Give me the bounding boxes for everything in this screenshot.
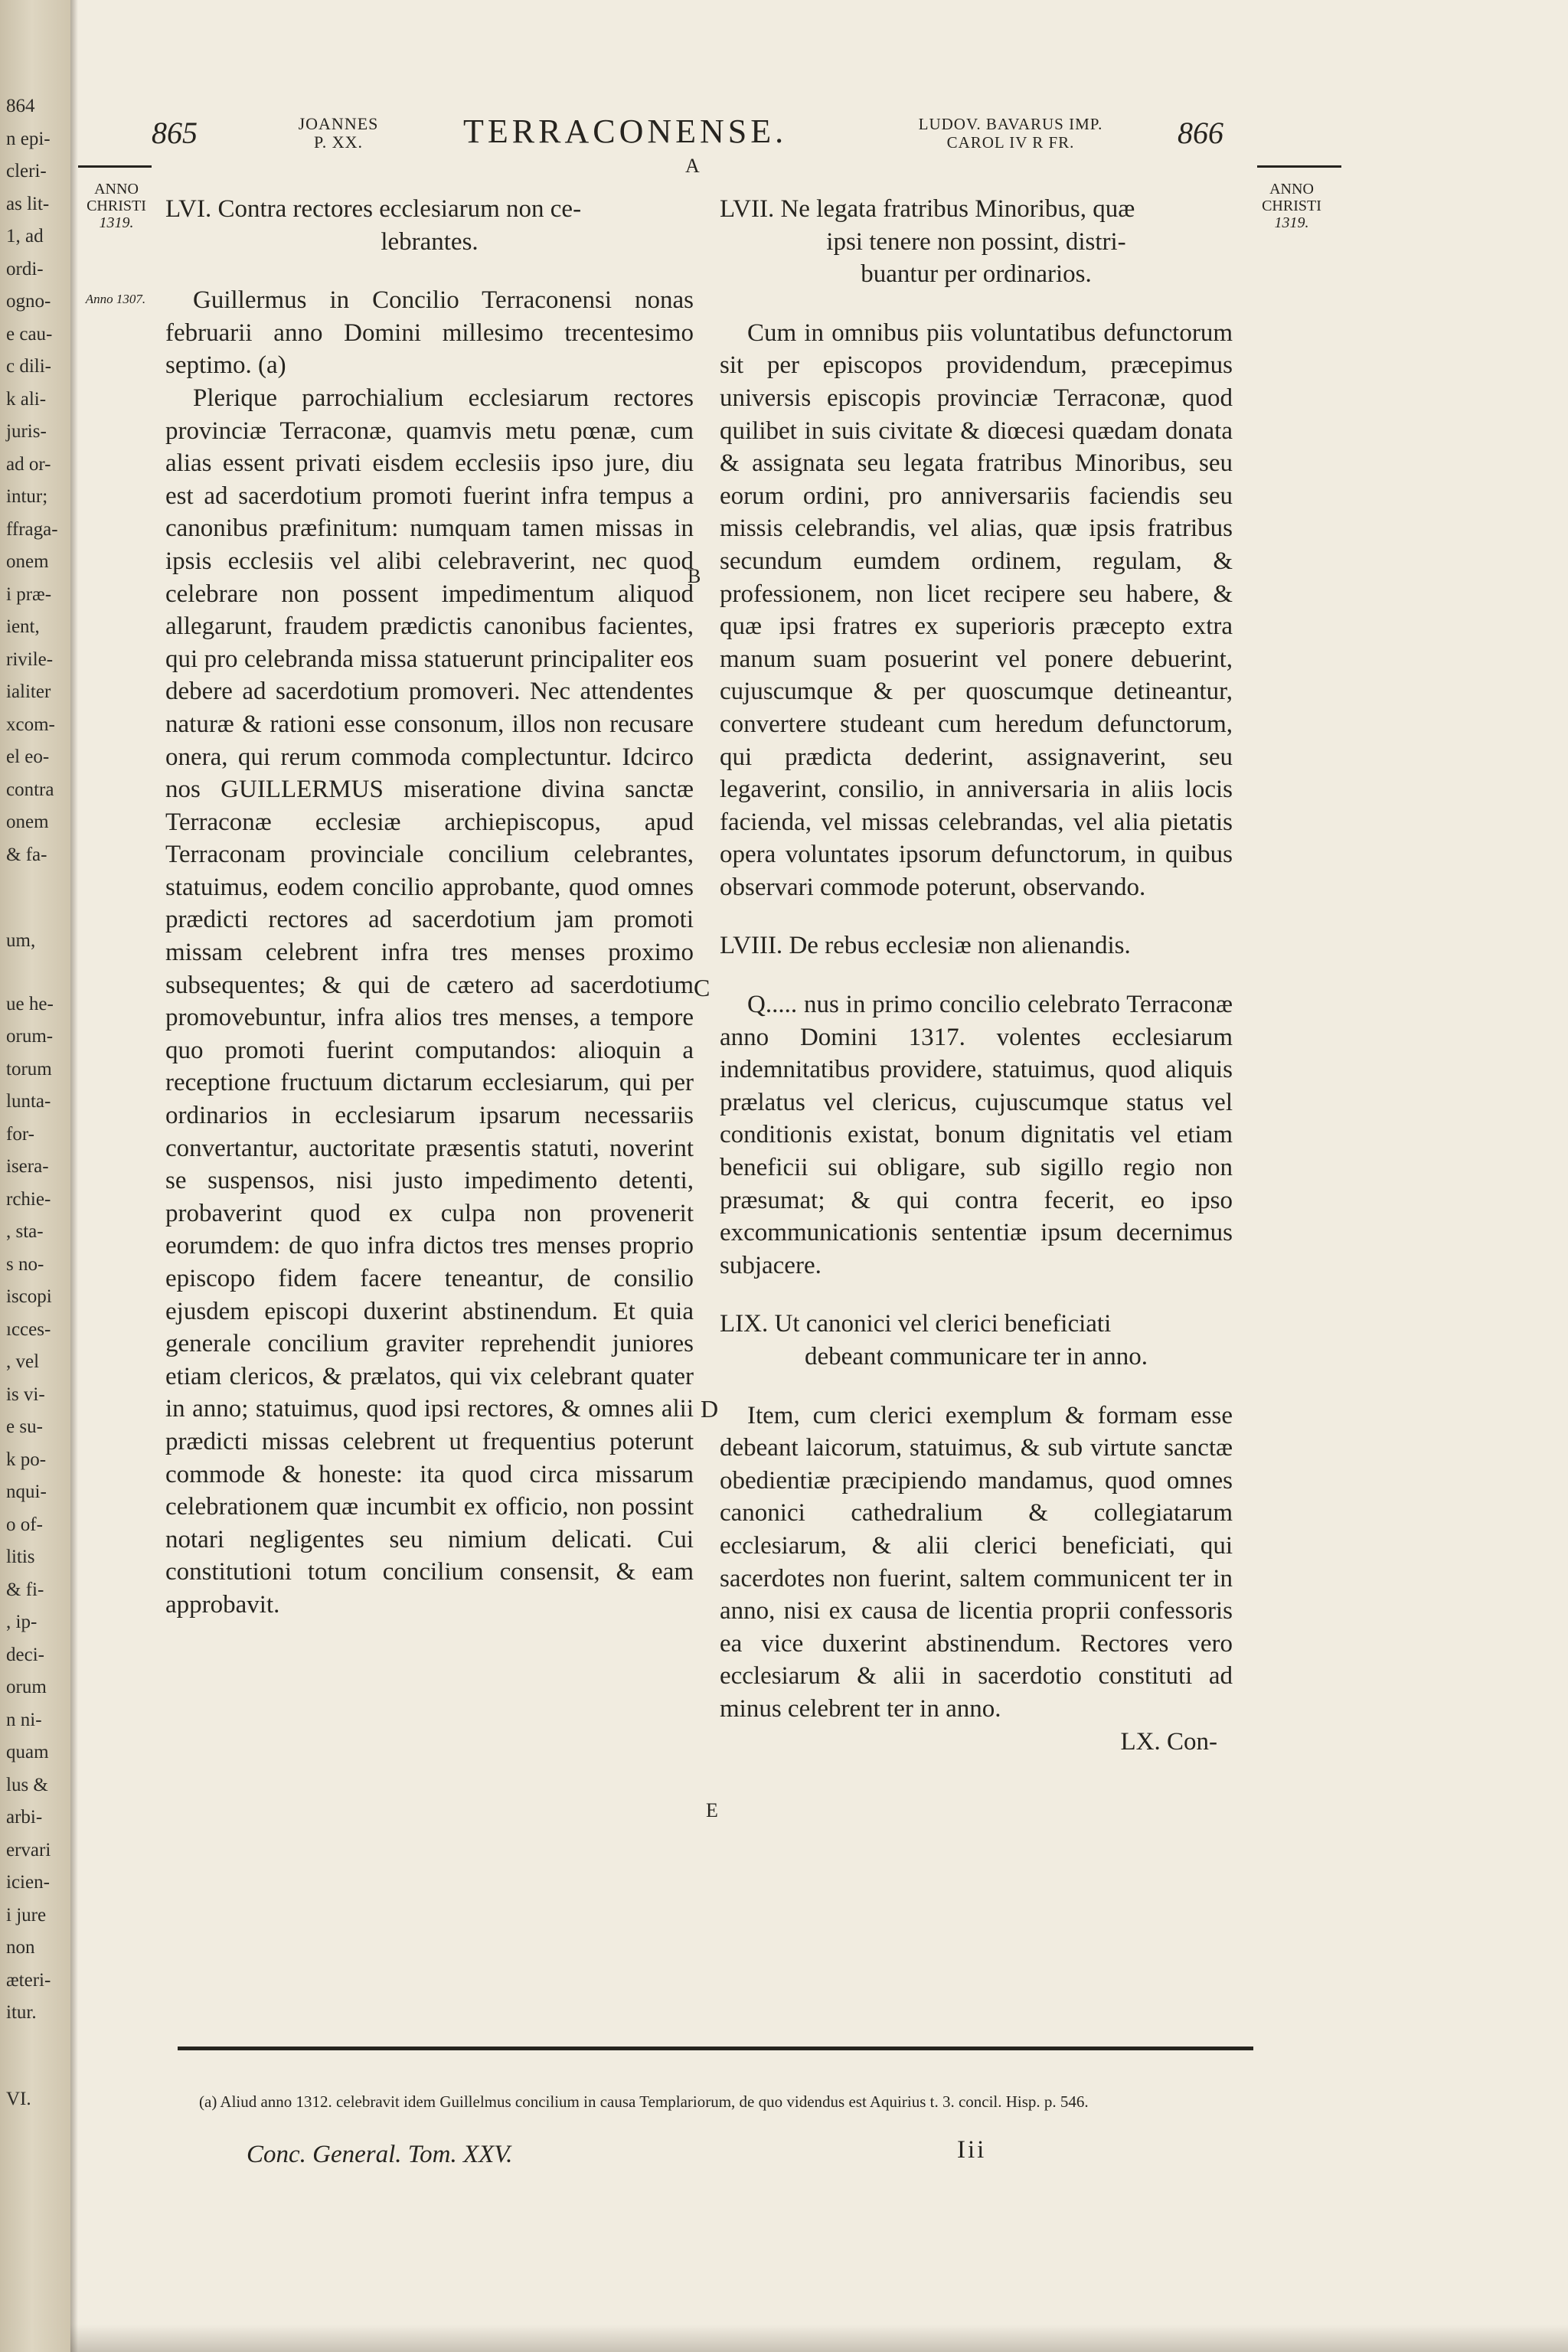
canon-lvi-title-2: lebrantes.: [381, 227, 479, 256]
previous-page-edge: [0, 0, 70, 2352]
pope-header: [285, 115, 392, 152]
signature-mark: Iii: [957, 2136, 987, 2164]
pope-number: P. XX.: [313, 132, 364, 152]
edge-fragment: k po-: [6, 1449, 47, 1470]
edge-fragment: ialiter: [6, 681, 51, 702]
margin-note-left: [80, 181, 153, 231]
spacer: [720, 1374, 1233, 1400]
footnote: (a) Aliud anno 1312. celebravit idem Guillelmus concilium in causa Templariorum, de quo videndus est Aquirius t. 3. concil. Hisp. p. 546.: [199, 2092, 1089, 2111]
canon-lix-heading: [720, 1308, 1233, 1373]
section-letter-a: A: [685, 155, 700, 177]
spacer: [720, 291, 1233, 317]
canon-lvi-title-1: Contra rectores ecclesiarum non ce-: [217, 195, 582, 223]
canon-lvii-title-3: buantur per ordinarios.: [861, 260, 1092, 289]
edge-fragment: & fa-: [6, 844, 47, 865]
edge-fragment: n epi-: [6, 128, 51, 149]
edge-fragment: s no-: [6, 1253, 44, 1275]
edge-fragment: i jure: [6, 1904, 47, 1926]
canon-lviii-text: Q..... nus in primo concilio celebrato Terraconæ anno Domini 1317. volentes ecclesiarum indemnitatibus providere, statuimus, quod aliquis prælatus vel clericus, cujuscumque status vel conditionis existat, bonum dignitatis vel etiam beneficii sui obligare, sub sigillo regio non præsumat; & qui contra fecerit, eo ipso excommunicationis sententiæ ipsum decernimus subjacere.: [720, 991, 1233, 1279]
emperor-header: [873, 115, 1148, 152]
canon-lviii-number: LVIII.: [720, 932, 783, 960]
catchword: LX. Con-: [1120, 1727, 1217, 1756]
page-number-right: 866: [1178, 116, 1223, 150]
edge-fragment: orum-: [6, 1026, 54, 1047]
left-column: [165, 193, 694, 1622]
emperor-name: LUDOV. BAVARUS IMP.: [918, 115, 1103, 133]
pope-name: JOANNES: [298, 114, 379, 133]
canon-lviii-title: De rebus ecclesiæ non alienandis.: [789, 932, 1131, 960]
edge-fragment: deci-: [6, 1644, 44, 1665]
section-letter-b: B: [688, 565, 701, 587]
canon-lvii-title-1: Ne legata fratribus Minoribus, quæ: [780, 195, 1135, 223]
edge-fragment: isera-: [6, 1156, 49, 1177]
edge-fragment: litis: [6, 1547, 35, 1567]
margin-year-right: 1319.: [1274, 214, 1309, 231]
canon-lviii-heading: [720, 929, 1233, 962]
edge-fragment: o of-: [6, 1514, 43, 1535]
edge-fragment: xcom-: [6, 714, 55, 735]
edge-fragment: juris-: [6, 421, 47, 442]
canon-lvi-heading: [165, 193, 694, 258]
edge-fragment: ıcces-: [6, 1318, 51, 1340]
edge-fragment: , vel: [6, 1351, 40, 1372]
edge-fragment: cleri-: [6, 161, 47, 181]
edge-fragment: itur.: [6, 2002, 37, 2023]
signature-text: Conc. General. Tom. XXV.: [247, 2141, 513, 2168]
edge-fragment: torum: [6, 1058, 52, 1080]
edge-fragment: ffraga-: [6, 518, 58, 540]
spacer: [720, 962, 1233, 988]
margin-date-note: Anno 1307.: [85, 292, 146, 306]
margin-christi-right: CHRISTI: [1262, 198, 1321, 214]
canon-lvii-title-2: ipsi tenere non possint, distri-: [826, 227, 1126, 256]
edge-fragment: for-: [6, 1123, 34, 1145]
canon-lvi-intro: Guillermus in Concilio Terraconensi nonas februarii anno Domini millesimo trecentesimo septimo. (a): [165, 286, 694, 380]
canon-lix-number: LIX.: [720, 1310, 769, 1338]
edge-fragment: iscopi: [6, 1286, 52, 1307]
edge-fragment: & fi-: [6, 1579, 44, 1600]
edge-fragment: ient,: [6, 616, 40, 637]
margin-anno-right: ANNO: [1269, 181, 1314, 198]
edge-fragment: onem: [6, 812, 49, 832]
edge-fragment: k ali-: [6, 388, 47, 410]
edge-fragment: i præ-: [6, 583, 52, 605]
edge-fragment: n ni-: [6, 1709, 42, 1730]
canon-lix-title-2: debeant communicare ter in anno.: [804, 1343, 1148, 1370]
edge-fragment: e su-: [6, 1416, 43, 1437]
footnote-rule: [178, 2047, 1253, 2050]
right-column: [720, 193, 1233, 1758]
edge-fragment: ad or-: [6, 453, 51, 475]
canon-lvii-heading: [720, 193, 1233, 291]
edge-fragment: orum: [6, 1677, 47, 1697]
edge-fragment: contra: [6, 779, 54, 800]
page-title: TERRACONENSE.: [463, 113, 788, 150]
edge-fragment: lunta-: [6, 1091, 51, 1112]
section-letter-d: D: [701, 1395, 719, 1423]
header-rule-right: [1257, 165, 1341, 168]
edge-fragment: intur;: [6, 486, 48, 507]
spacer: [165, 258, 694, 284]
edge-fragment: quam: [6, 1742, 49, 1762]
edge-fragment: æteri-: [6, 1969, 51, 1991]
edge-fragment: c dili-: [6, 356, 52, 377]
header-rule-left: [78, 165, 152, 168]
edge-fragment: ue he-: [6, 993, 54, 1014]
margin-christi-left: CHRISTI: [87, 198, 146, 214]
king-name: CAROL IV R FR.: [946, 133, 1075, 152]
edge-fragment: arbi-: [6, 1807, 43, 1828]
edge-fragment: ogno-: [6, 291, 51, 312]
edge-fragment: onem: [6, 551, 49, 572]
edge-fragment: rivile-: [6, 648, 54, 670]
edge-fragment: , ip-: [6, 1612, 38, 1632]
edge-fragment: e cau-: [6, 323, 53, 345]
margin-anno-left: ANNO: [94, 181, 139, 198]
edge-fragment: um,: [6, 930, 36, 951]
edge-fragment: 864: [6, 96, 35, 116]
edge-fragment: 1, ad: [6, 226, 44, 247]
section-letter-e: E: [706, 1799, 718, 1821]
edge-fragment: as lit-: [6, 193, 50, 214]
edge-fragment: , sta-: [6, 1221, 44, 1242]
page-bottom-shadow: [70, 2324, 1568, 2352]
edge-fragment: rchie-: [6, 1188, 51, 1210]
margin-note-right: [1250, 181, 1334, 231]
edge-fragment: lus &: [6, 1774, 48, 1795]
canon-lix-text: Item, cum clerici exemplum & formam esse debeant laicorum, statuimus, & sub virtute sanctæ obedientiæ præcipiendo mandamus, quod omnes canonici cathedralium & collegiatarum ecclesiarum, & alii clerici beneficiati, qui sacerdotes non fuerint, saltem communicent ter in anno, nisi ex causa de licentia proprii confessoris ea vice duxerint abstinendum. Rectores vero ecclesiarum & alii in sacerdotio constituti ad minus celebrent ter in anno.: [720, 1401, 1233, 1723]
spacer: [720, 1282, 1233, 1308]
edge-fragment: is vi-: [6, 1383, 45, 1405]
section-letter-c: C: [694, 974, 710, 1001]
spacer: [720, 903, 1233, 929]
page-number-left: 865: [152, 116, 198, 150]
edge-fragment: nqui-: [6, 1481, 47, 1502]
margin-year-left: 1319.: [99, 214, 134, 231]
edge-fragment: icien-: [6, 1872, 50, 1893]
signature-line: [247, 2141, 512, 2169]
canon-lvi-number: LVI.: [165, 195, 212, 223]
canon-lix-title-1: Ut canonici vel clerici beneficiati: [774, 1310, 1112, 1338]
edge-fragment: ervari: [6, 1839, 51, 1860]
canon-lvi-text: Plerique parrochialium ecclesiarum rectores provinciæ Terraconæ, quamvis metu pœnæ, cum alias essent privati eisdem ecclesiis ipso jure, diu est ad sacerdotium promoti fuerint infra tempus a canonibus præfinitum: numquam tamen missas in ipsis ecclesiis vel alibi celebraverint, nec quod celebrare non possent impedimentum aliquod allegarunt, fraudem prædictis canonibus facientes, qui pro celebranda missa statuerunt principaliter eos debere ad sacerdotium promoveri. Nec attendentes naturæ & rationi esse consonum, illos non recusare onera, qui rerum commoda complectuntur. Idcirco nos GUILLERMUS miseratione divina sanctæ Terraconæ ecclesiæ archiepiscopus, apud Terraconam provinciale concilium celebrantes, statuimus, eodem concilio approbante, quod omnes prædicti rectores ad sacerdotium jam promoti missam celebrent infra tres menses proximo subsequentes; & qui de cætero ad sacerdotium promovebuntur, infra alios tres menses, a tempore quo promoti fuerint computandos: alioquin a receptione fructuum dictarum ecclesiarum, qui per ordinarios in ecclesiarum ipsarum necessariis convertantur, auctoritate præsentis statuti, noverint se suspensos, nisi justo impedimento detenti, probaverint quod ex culpa non provenerit eorumdem: de quo infra dictos tres menses proprio episcopo fidem facere teneantur, de consilio ejusdem episcopi duxerint abstinendum. Et quia generale concilium graviter reprehendit juniores etiam clericos, & prælatos, qui vix celebrant quater in anno; statuimus, quod ipsi rectores, & omnes alii prædicti missas celebrent ut frequentius poterunt commode & honeste: ita quod circa missarum celebrationem quæ incumbit ex officio, non possint notari negligentes seu nimium delicati. Cui constitutioni totum concilium consensit, & eam approbavit.: [165, 384, 694, 1619]
canon-lvii-text: Cum in omnibus piis voluntatibus defunctorum sit per episcopos providendum, præcepimus universis episcopis provinciæ Terraconæ, quod quilibet in suis civitate & diœcesi quædam donata & assignata seu legata fratribus Minoribus, seu eorum ordini, pro anniversariis faciendis seu missis celebrandis, vel alias, quæ ipsis fratribus secundum eumdem ordinem, regulam, & professionem, non licet recipere seu habere, & quæ ipsi fratres ex superioris præcepto extra manum suam posuerint vel ponere debuerint, cujuscumque & per quoscumque detineantur, convertere studeant cum heredum defunctorum, qui prædicta dederint, assignaverint, seu legaverint, consilio, in anniversaria in aliis locis facienda, vel missas celebrandas, vel alia pietatis opera voluntates ipsorum defunctorum, in quibus observari commode poterunt, observando.: [720, 318, 1233, 901]
edge-fragment: non: [6, 1937, 35, 1958]
edge-fragment: ordi-: [6, 258, 44, 279]
gutter-shadow: [70, 0, 78, 2352]
edge-fragment: el eo-: [6, 746, 50, 767]
edge-fragment: VI.: [6, 2088, 31, 2109]
canon-lvii-number: LVII.: [720, 195, 775, 223]
